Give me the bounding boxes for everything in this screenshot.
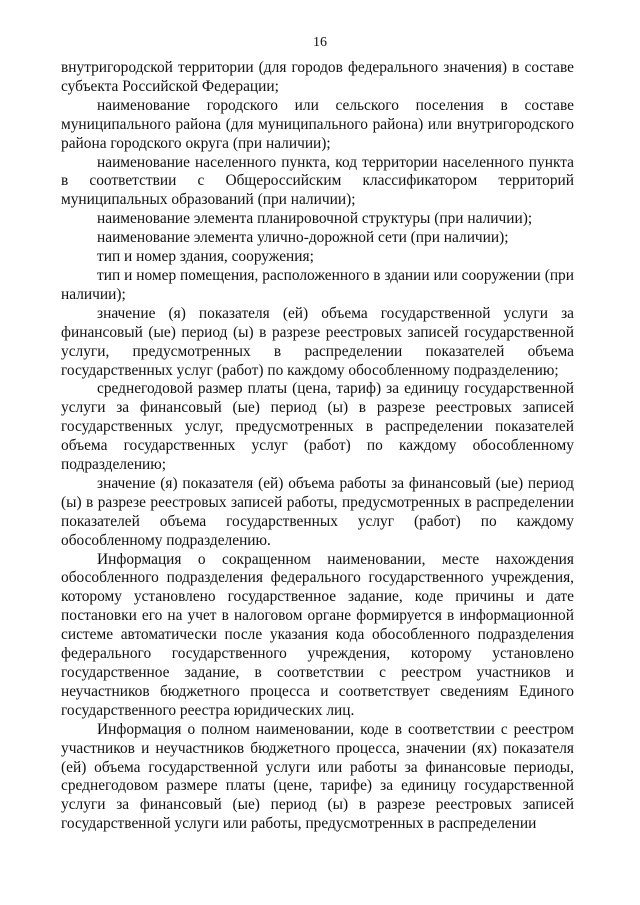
paragraph-short-name-info: Информация о сокращенном наименовании, месте нахождения обособленного подразделения федерального государственного учреждения, которому установлено государственное задание, коде причины и дате постановки его на учет в налоговом органе формируется в информационной системе автоматически после указания кода обособленного подразделения федерального государственного учреждения, которому установлено государственное задание, в соответствии с реестром участников и неучастников бюджетного процесса и соответствует сведениям Единого государственного реестра юридических лиц. bbox=[61, 550, 574, 719]
paragraph-street-element: наименование элемента улично-дорожной сети (при наличии); bbox=[97, 229, 509, 247]
paragraph-average-annual-fee: среднегодовой размер платы (цена, тариф) за единицу государственной услуги за финансовый (ые) период (ы) в разрезе реестровых записей государственных услуг, предусмотренных в распределении показателей объема государственных услуг (работ) по каждому обособленному подразделению; bbox=[61, 380, 574, 474]
paragraph-service-volume-values: значение (я) показателя (ей) объема государственной услуги за финансовый (ые) период (ы) в разрезе реестровых записей государственной услуги, предусмотренных в распределении показателей объема государственных услуг (работ) по каждому обособленному подразделению; bbox=[61, 304, 574, 379]
paragraph-planning-element: наименование элемента планировочной структуры (при наличии); bbox=[97, 210, 533, 228]
paragraph-settlement-name: наименование городского или сельского поселения в составе муниципального района (для муниципального района) или внутригородского района городского округа (при наличии); bbox=[61, 96, 574, 152]
paragraph-full-name-info: Информация о полном наименовании, коде в соответствии с реестром участников и неучастников бюджетного процесса, значении (ях) показателя (ей) объема государственной услуги или работы за финансовые периоды, среднегодовом размере платы (цене, тарифе) за единицу государственной услуги за финансовый (ые) период (ы) в разрезе реестровых записей государственной услуги или работы, предусмотренных в распределении bbox=[61, 720, 574, 833]
body-text bbox=[61, 59, 574, 834]
paragraph-territory-continuation: внутригородской территории (для городов федерального значения) в составе субъекта Российской Федерации; bbox=[61, 59, 574, 95]
paragraph-building-type: тип и номер здания, сооружения; bbox=[97, 248, 314, 266]
paragraph-premises-type: тип и номер помещения, расположенного в здании или сооружении (при наличии); bbox=[61, 266, 574, 303]
paragraph-work-volume-values: значение (я) показателя (ей) объема работы за финансовый (ые) период (ы) в разрезе реестровых записей работы, предусмотренных в распределении показателей объема государственных услуг (работ) по каждому обособленному подразделению. bbox=[61, 474, 574, 549]
page-number: 16 bbox=[313, 35, 327, 50]
paragraph-locality-name: наименование населенного пункта, код территории населенного пункта в соответствии с Общероссийским классификатором территорий муниципальных образований (при наличии); bbox=[61, 153, 574, 209]
